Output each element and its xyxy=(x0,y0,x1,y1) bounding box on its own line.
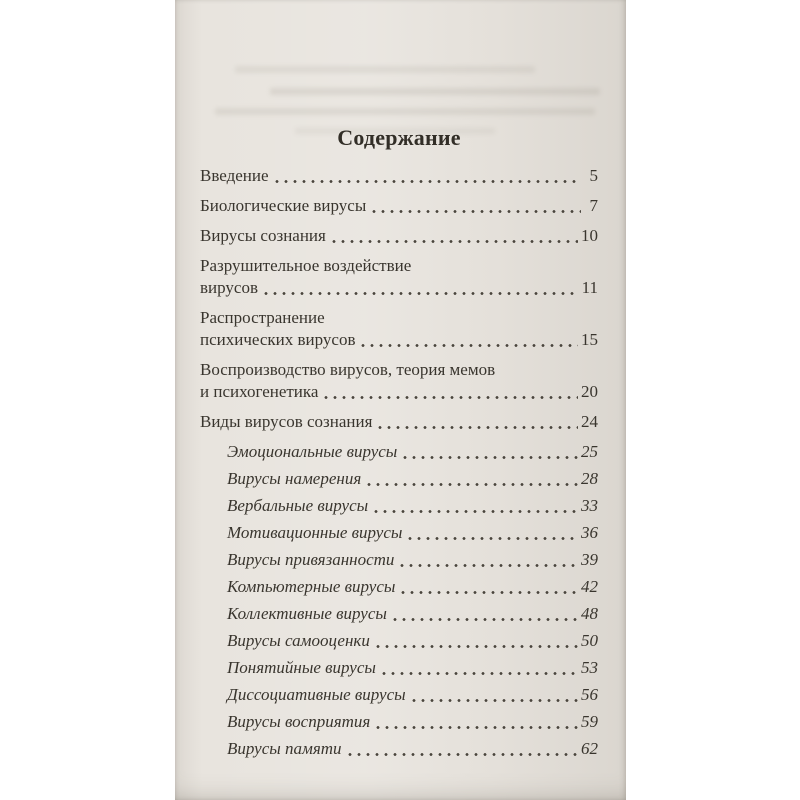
toc-entry-line xyxy=(200,277,598,299)
toc-subentry xyxy=(200,441,598,463)
toc-entry-label: Вирусы намерения xyxy=(227,469,362,488)
page-number: 25 xyxy=(581,442,598,461)
toc-subentry xyxy=(200,495,598,517)
toc-entry-label: и психогенетика xyxy=(200,382,319,401)
toc-entry-line xyxy=(200,329,598,351)
page-number: 28 xyxy=(581,469,598,488)
page-number: 33 xyxy=(581,496,598,515)
page-number: 59 xyxy=(581,712,598,731)
toc-subentry xyxy=(200,522,598,544)
dot-leader xyxy=(376,644,578,649)
toc-entry-label: вирусов xyxy=(200,278,258,297)
toc-entry-line xyxy=(227,549,598,571)
toc-subentry xyxy=(200,576,598,598)
toc-entry-label: Вирусы сознания xyxy=(200,226,326,245)
toc-entry-line xyxy=(200,381,598,403)
toc-entry-line xyxy=(227,657,598,679)
page-number: 7 xyxy=(589,196,598,215)
toc-entry-label: Виды вирусов сознания xyxy=(200,412,373,431)
dot-leader xyxy=(332,239,578,244)
dot-leader xyxy=(264,291,579,296)
dot-leader xyxy=(367,482,578,487)
toc-entry-label: Биологические вирусы xyxy=(200,196,367,215)
toc-subentry xyxy=(200,711,598,733)
dot-leader xyxy=(372,209,581,214)
toc-subentry xyxy=(200,630,598,652)
toc-entry-label: Мотивационные вирусы xyxy=(227,523,403,542)
dot-leader xyxy=(393,617,578,622)
toc-entry-label: Понятийные вирусы xyxy=(227,658,376,677)
page-number: 56 xyxy=(581,685,598,704)
toc-entry-line xyxy=(200,411,598,433)
dot-leader xyxy=(376,725,578,730)
toc-entry-label: Разрушительное воздействие xyxy=(200,256,412,275)
dot-leader xyxy=(348,752,578,757)
toc-entry-line xyxy=(227,603,598,625)
toc-entry-line xyxy=(200,307,598,329)
toc-entry-line xyxy=(227,630,598,652)
toc-subentry xyxy=(200,549,598,571)
toc-entry-label: Вербальные вирусы xyxy=(227,496,369,515)
page-number: 36 xyxy=(581,523,598,542)
toc-entry xyxy=(200,225,598,247)
page-content xyxy=(200,0,598,800)
toc-entry-label: Диссоциативные вирусы xyxy=(227,685,406,704)
toc-entry-label: Вирусы привязанности xyxy=(227,550,395,569)
toc-entry-line xyxy=(200,225,598,247)
toc-title: Содержание xyxy=(337,125,461,150)
toc-list xyxy=(200,165,598,760)
dot-leader xyxy=(408,536,578,541)
toc-entry-line xyxy=(227,522,598,544)
dot-leader xyxy=(403,455,578,460)
toc-entry-line xyxy=(200,359,598,381)
book-page xyxy=(175,0,626,800)
page-number: 50 xyxy=(581,631,598,650)
dot-leader xyxy=(361,343,578,348)
toc-entry-label: Введение xyxy=(200,166,269,185)
toc-entry-line xyxy=(227,576,598,598)
toc-subentry xyxy=(200,657,598,679)
toc-entry xyxy=(200,359,598,403)
toc-subentry xyxy=(200,684,598,706)
toc-entry-line xyxy=(227,738,598,760)
page-number: 20 xyxy=(581,382,598,401)
toc-entry-label: Вирусы восприятия xyxy=(227,712,371,731)
page-number: 53 xyxy=(581,658,598,677)
toc-entry-label: Компьютерные вирусы xyxy=(227,577,396,596)
dot-leader xyxy=(275,179,581,184)
dot-leader xyxy=(400,563,578,568)
toc-entry-label: Вирусы самооценки xyxy=(227,631,370,650)
toc-subentry xyxy=(200,738,598,760)
toc-entry-line xyxy=(227,684,598,706)
toc-entry-line xyxy=(200,255,598,277)
toc-entry xyxy=(200,411,598,433)
toc-subentry xyxy=(200,603,598,625)
toc-entry-line xyxy=(227,468,598,490)
toc-entry-label: Распространение xyxy=(200,308,325,327)
page-number: 24 xyxy=(581,412,598,431)
toc-entry-label: Воспроизводство вирусов, теория мемов xyxy=(200,360,496,379)
toc-entry-line xyxy=(227,495,598,517)
dot-leader xyxy=(401,590,578,595)
dot-leader xyxy=(374,509,578,514)
toc-subentry xyxy=(200,468,598,490)
toc-entry-label: Вирусы памяти xyxy=(227,739,342,758)
toc-entry-line xyxy=(200,165,598,187)
dot-leader xyxy=(382,671,578,676)
toc-entry-label: Эмоциональные вирусы xyxy=(227,442,398,461)
page-number: 42 xyxy=(581,577,598,596)
page-number: 10 xyxy=(581,226,598,245)
page-number: 39 xyxy=(581,550,598,569)
toc-entry xyxy=(200,195,598,217)
page-number: 11 xyxy=(581,278,598,297)
page-number: 5 xyxy=(589,166,598,185)
toc-entry xyxy=(200,165,598,187)
toc-entry xyxy=(200,307,598,351)
toc-entry-line xyxy=(227,711,598,733)
dot-leader xyxy=(378,425,578,430)
page-number: 15 xyxy=(581,330,598,349)
dot-leader xyxy=(412,698,578,703)
toc-entry xyxy=(200,255,598,299)
page-number: 62 xyxy=(581,739,598,758)
page-number: 48 xyxy=(581,604,598,623)
toc-entry-label: психических вирусов xyxy=(200,330,356,349)
dot-leader xyxy=(324,395,578,400)
toc-entry-line xyxy=(227,441,598,463)
toc-entry-label: Коллективные вирусы xyxy=(227,604,387,623)
toc-entry-line xyxy=(200,195,598,217)
